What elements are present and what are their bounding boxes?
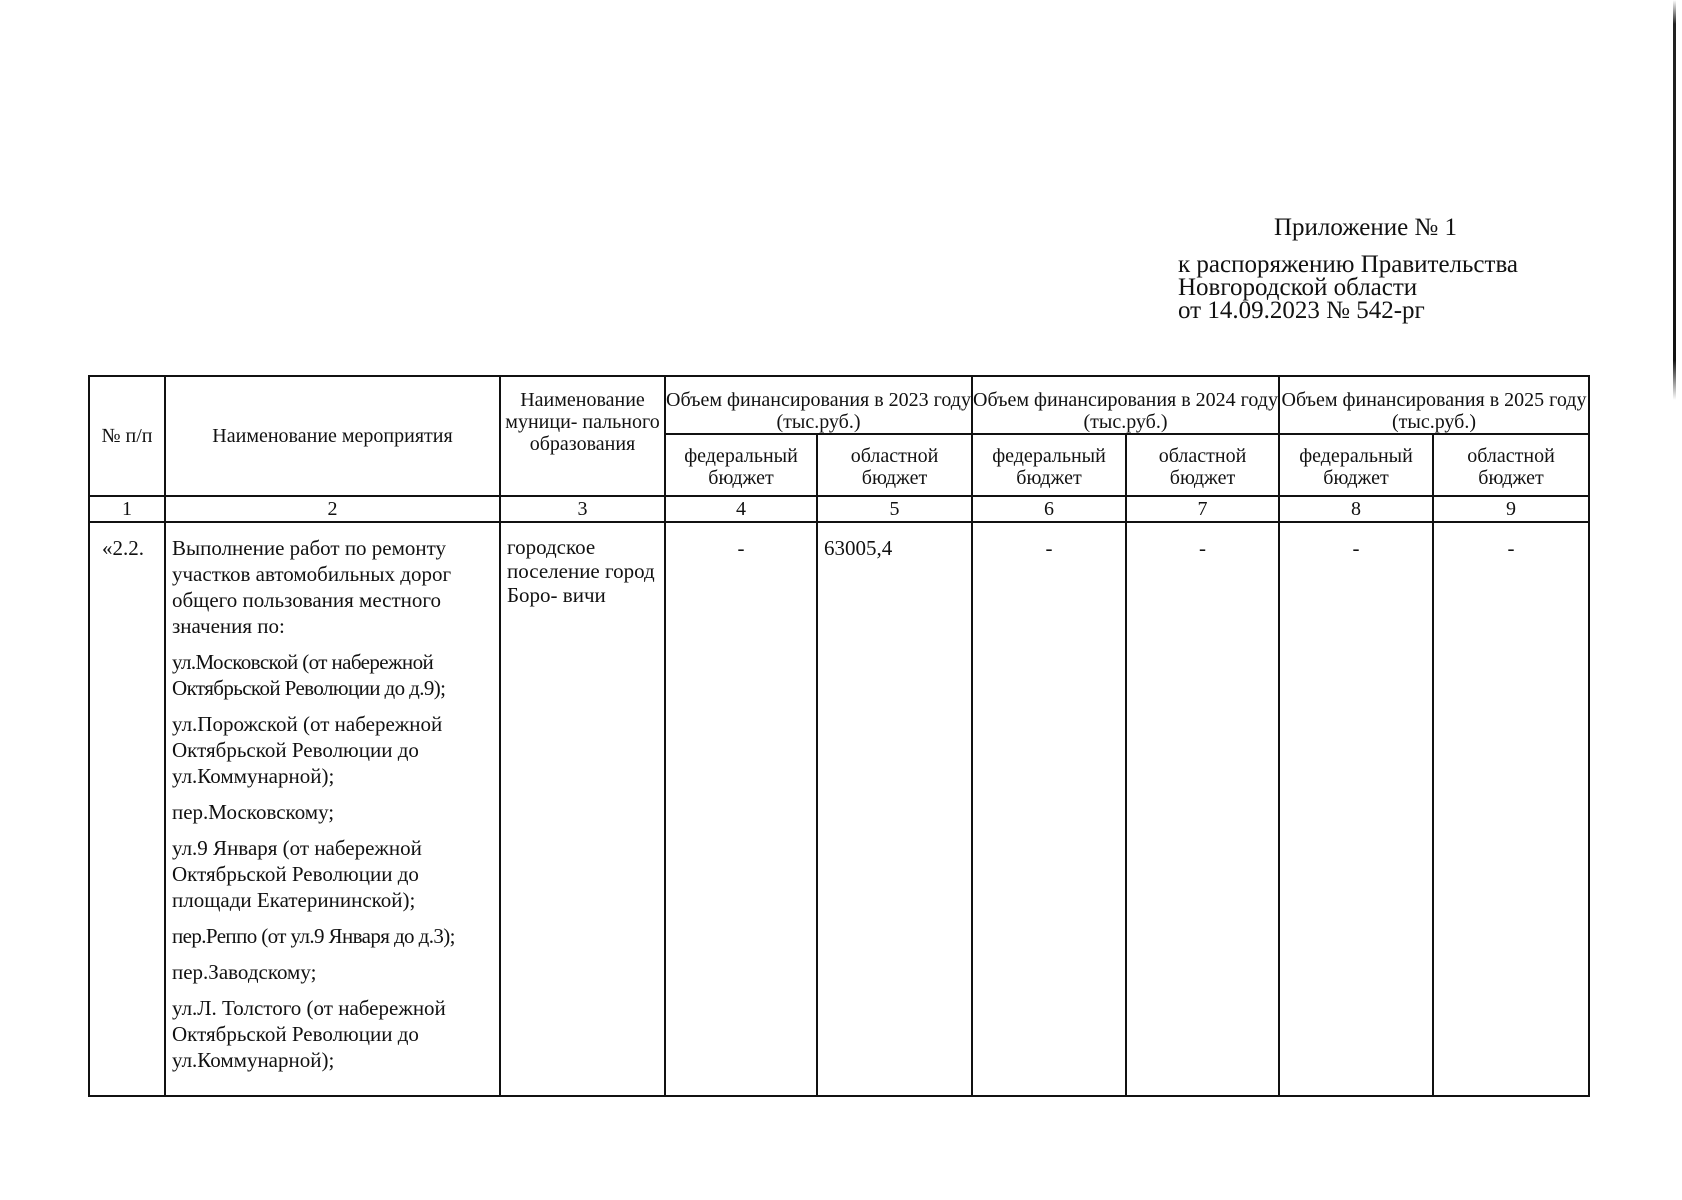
- scan-edge-mark: [1673, 0, 1676, 400]
- activity-street-item: пер.Заводскому;: [172, 960, 317, 984]
- column-number: 9: [1433, 496, 1589, 522]
- activity-intro: Выполнение работ по ремонту участков автомобильных дорог общего пользования местного значения по:: [172, 536, 452, 638]
- header-municipality-name: Наименование муници- пального образования: [500, 376, 665, 496]
- header-financing-2024: Объем финансирования в 2024 году (тыс.руб.): [972, 376, 1279, 434]
- regional-2024-value: -: [1126, 522, 1279, 1096]
- activity-street-item: пер.Московскому;: [172, 800, 335, 824]
- federal-2024-value: -: [972, 522, 1126, 1096]
- activity-street-item: ул.9 Января (от набережной Октябрьской Революции до площади Екатерининской);: [172, 836, 422, 912]
- header-regional-2025: областной бюджет: [1433, 434, 1589, 496]
- column-number: 5: [817, 496, 972, 522]
- header-activity-name: Наименование мероприятия: [165, 376, 500, 496]
- annex-title: Приложение № 1: [1274, 214, 1458, 241]
- header-regional-2024: областной бюджет: [1126, 434, 1279, 496]
- column-number: 8: [1279, 496, 1433, 522]
- header-financing-2023: Объем финансирования в 2023 году (тыс.руб.): [665, 376, 972, 434]
- column-number: 1: [89, 496, 165, 522]
- header-regional-2023: областной бюджет: [817, 434, 972, 496]
- column-number: 4: [665, 496, 817, 522]
- header-row-number: № п/п: [89, 376, 165, 496]
- annex-reference-line-2: Новгородской области: [1178, 274, 1418, 301]
- federal-2025-value: -: [1279, 522, 1433, 1096]
- row-number: «2.2.: [89, 522, 165, 1096]
- municipality-name: городское поселение город Боро- вичи: [500, 522, 665, 1096]
- activity-street-item: ул.Л. Толстого (от набережной Октябрьской Революции до ул.Коммунарной);: [172, 996, 446, 1072]
- header-federal-2023: федеральный бюджет: [665, 434, 817, 496]
- activity-street-item: пер.Реппо (от ул.9 Января до д.3);: [172, 924, 455, 948]
- annex-reference-line-1: к распоряжению Правительства: [1178, 251, 1519, 278]
- header-financing-2025: Объем финансирования в 2025 году (тыс.руб.): [1279, 376, 1589, 434]
- header-federal-2024: федеральный бюджет: [972, 434, 1126, 496]
- annex-reference-line-3: от 14.09.2023 № 542-рг: [1178, 297, 1425, 324]
- federal-2023-value: -: [665, 522, 817, 1096]
- regional-2025-value: -: [1433, 522, 1589, 1096]
- header-federal-2025: федеральный бюджет: [1279, 434, 1433, 496]
- column-number: 3: [500, 496, 665, 522]
- table-row: [89, 522, 1589, 1096]
- activity-description: [165, 522, 500, 1096]
- column-number: 6: [972, 496, 1126, 522]
- financing-table: [88, 375, 1590, 1097]
- activity-street-item: ул.Порожской (от набережной Октябрьской Революции до ул.Коммунарной);: [172, 712, 443, 788]
- column-number: 2: [165, 496, 500, 522]
- activity-street-item: ул.Московской (от набережной Октябрьской Революции до д.9);: [172, 650, 446, 700]
- column-number-row: [89, 496, 1589, 522]
- regional-2023-value: 63005,4: [817, 522, 972, 1096]
- column-number: 7: [1126, 496, 1279, 522]
